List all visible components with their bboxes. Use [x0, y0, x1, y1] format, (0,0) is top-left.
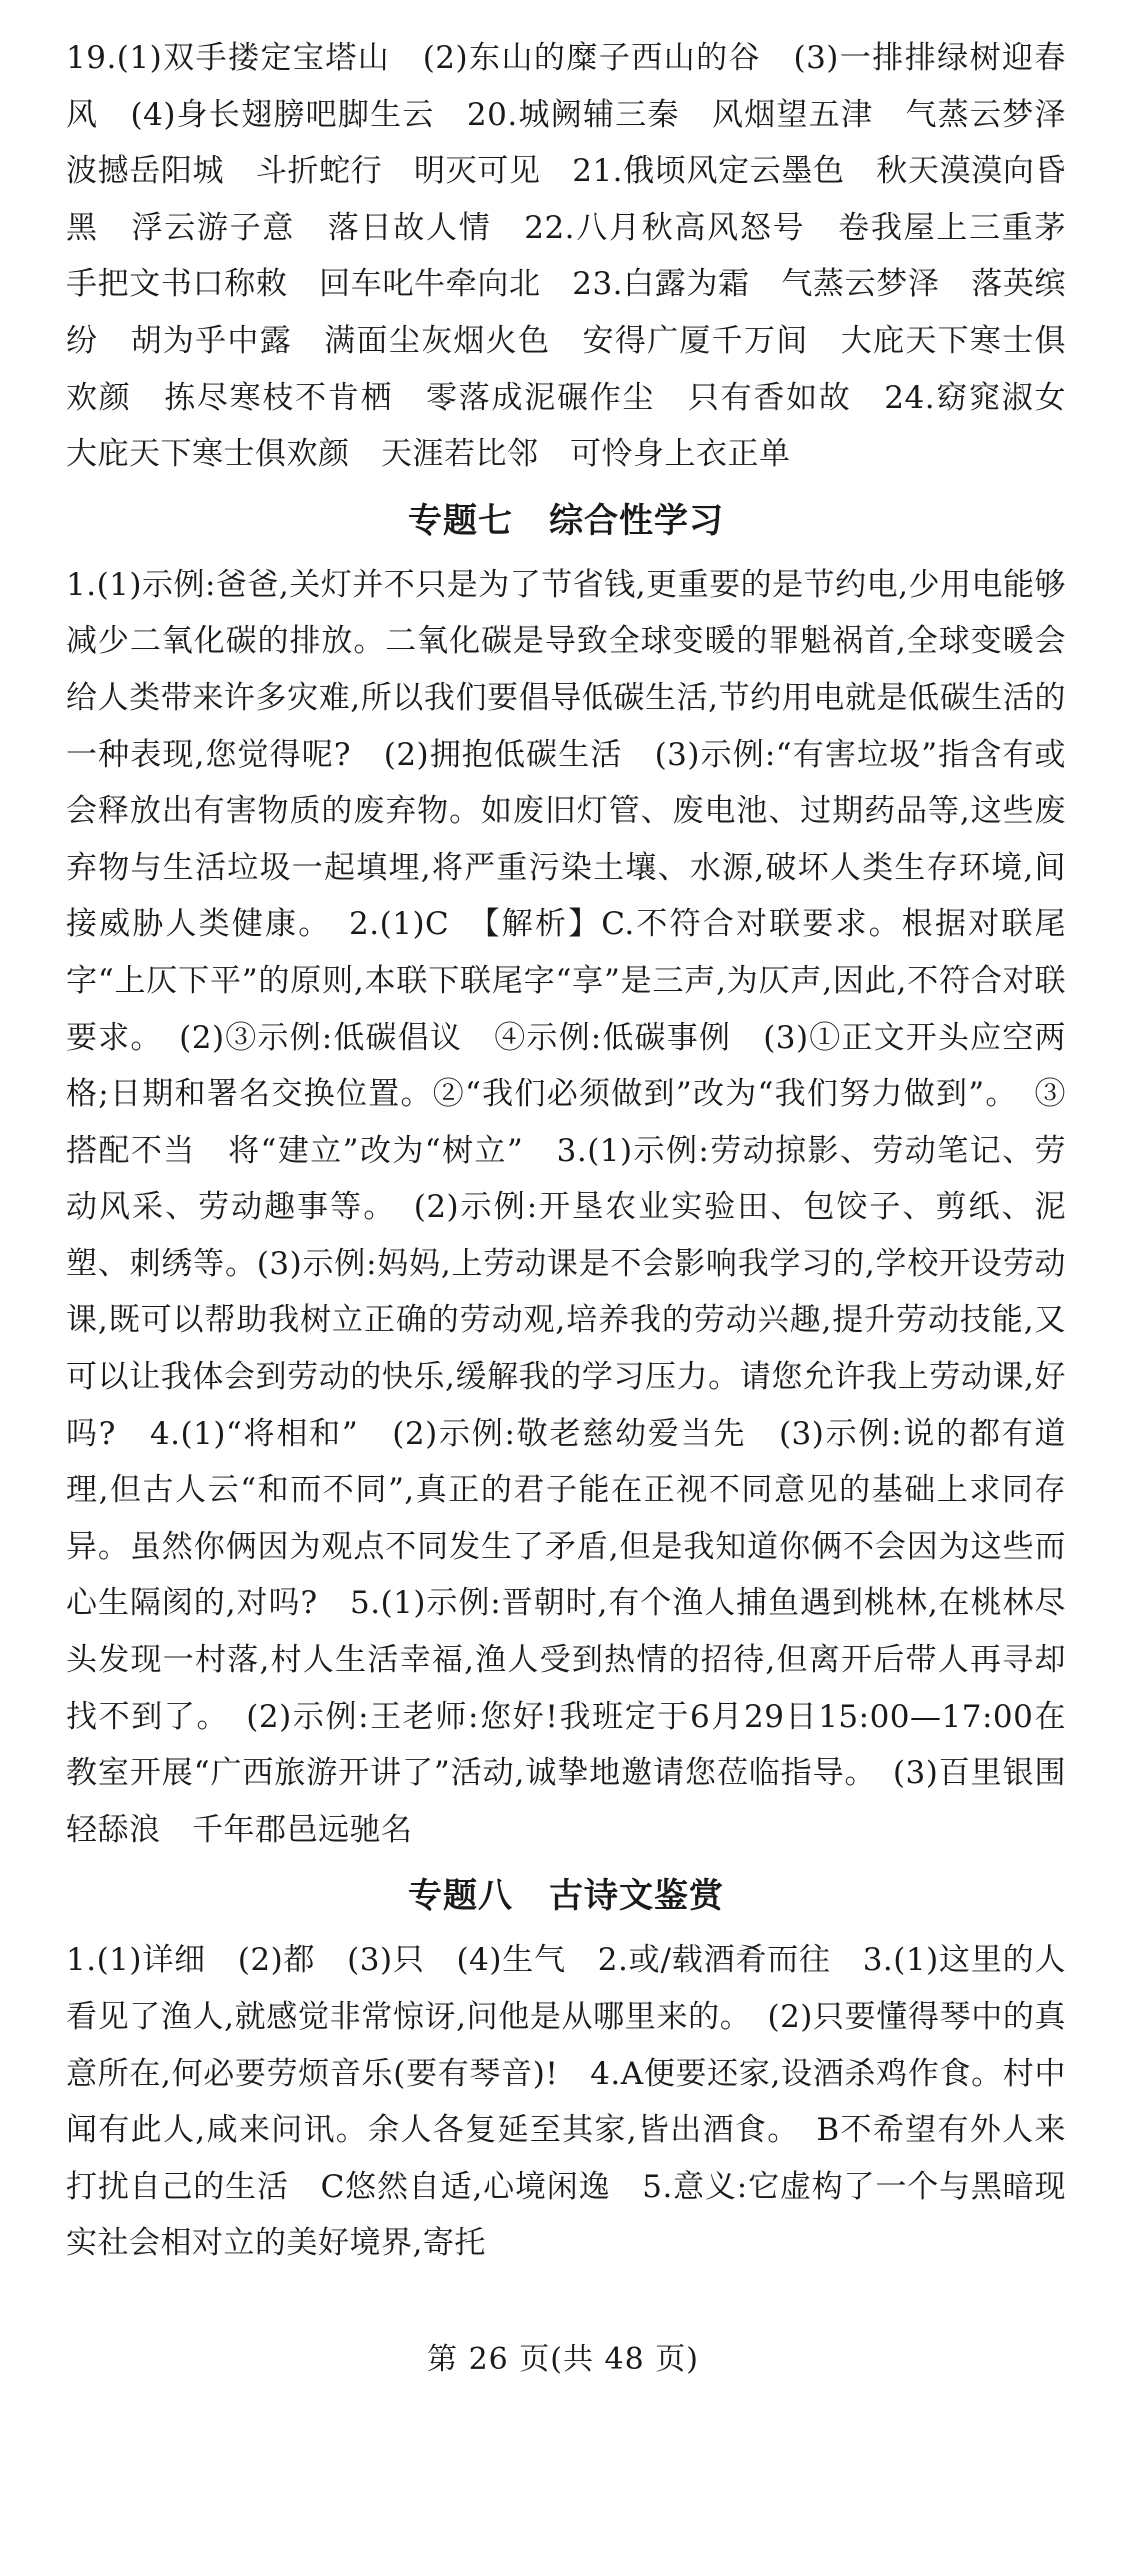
page-body — [66, 30, 1098, 2272]
section-number: 专题七 — [408, 500, 513, 541]
section-title-8 — [66, 1866, 1066, 1926]
section-number: 专题八 — [408, 1876, 513, 1917]
answers-block-2: 1.(1)示例:爸爸,关灯并不只是为了节省钱,更重要的是节约电,少用电能够减少二氧化碳的排放。二氧化碳是导致全球变暖的罪魁祸首,全球变暖会给人类带来许多灾难,所以我们要倡导低碳生活,节约用电就是低碳生活的一种表现,您觉得呢? (2)拥抱低碳生活 (3)示例:“有害垃圾”指含有或会释放出有害物质的废弃物。如废旧灯管、废电池、过期药品等,这些废弃物与生活垃圾一起填埋,将严重污染土壤、水源,破坏人类生存环境,间接威胁人类健康。 2.(1)C 【解析】C.不符合对联要求。根据对联尾字“上仄下平”的原则,本联下联尾字“享”是三声,为仄声,因此,不符合对联要求。 (2)③示例:低碳倡议 ④示例:低碳事例 (3)①正文开头应空两格;日期和署名交换位置。②“我们必须做到”改为“我们努力做到”。 ③搭配不当 将“建立”改为“树立” 3.(1)示例:劳动掠影、劳动笔记、劳动风采、劳动趣事等。 (2)示例:开垦农业实验田、包饺子、剪纸、泥塑、刺绣等。(3)示例:妈妈,上劳动课是不会影响我学习的,学校开设劳动课,既可以帮助我树立正确的劳动观,培养我的劳动兴趣,提升劳动技能,又可以让我体会到劳动的快乐,缓解我的学习压力。请您允许我上劳动课,好吗? 4.(1)“将相和” (2)示例:敬老慈幼爱当先 (3)示例:说的都有道理,但古人云“和而不同”,真正的君子能在正视不同意见的基础上求同存异。虽然你俩因为观点不同发生了矛盾,但是我知道你俩不会因为这些而心生隔阂的,对吗? 5.(1)示例:晋朝时,有个渔人捕鱼遇到桃林,在桃林尽头发现一村落,村人生活幸福,渔人受到热情的招待,但离开后带人再寻却找不到了。 (2)示例:王老师:您好!我班定于6月29日15:00—17:00在教室开展“广西旅游开讲了”活动,诚挚地邀请您莅临指导。 (3)百里银围轻舔浪 千年郡邑远驰名 — [66, 566, 1066, 1848]
section-name: 古诗文鉴赏 — [549, 1876, 724, 1917]
section-name: 综合性学习 — [549, 500, 724, 541]
answers-block-3: 1.(1)详细 (2)都 (3)只 (4)生气 2.或/载酒肴而往 3.(1)这里的人看见了渔人,就感觉非常惊讶,问他是从哪里来的。 (2)只要懂得琴中的真意所在,何必要劳烦音乐(要有琴音)! 4.A便要还家,设酒杀鸡作食。村中闻有此人,咸来问讯。余人各复延至其家,皆出酒食。 B不希望有外人来打扰自己的生活 C悠然自适,心境闲逸 5.意义:它虚构了一个与黑暗现实社会相对立的美好境界,寄托 — [66, 1942, 1066, 2262]
page-number-footer: 第 26 页(共 48 页) — [427, 2342, 699, 2377]
answers-block-1: 19.(1)双手搂定宝塔山 (2)东山的糜子西山的谷 (3)一排排绿树迎春风 (4)身长翅膀吧脚生云 20.城阙辅三秦 风烟望五津 气蒸云梦泽 波撼岳阳城 斗折蛇行 明灭可见 21.俄顷风定云墨色 秋天漠漠向昏黑 浮云游子意 落日故人情 22.八月秋高风怒号 卷我屋上三重茅 手把文书口称敕 回车叱牛牵向北 23.白露为霜 气蒸云梦泽 落英缤纷 胡为乎中露 满面尘灰烟火色 安得广厦千万间 大庇天下寒士俱欢颜 拣尽寒枝不肯栖 零落成泥碾作尘 只有香如故 24.窈窕淑女 大庇天下寒士俱欢颜 天涯若比邻 可怜身上衣正单 — [66, 40, 1098, 473]
section-title-7 — [66, 491, 1066, 551]
